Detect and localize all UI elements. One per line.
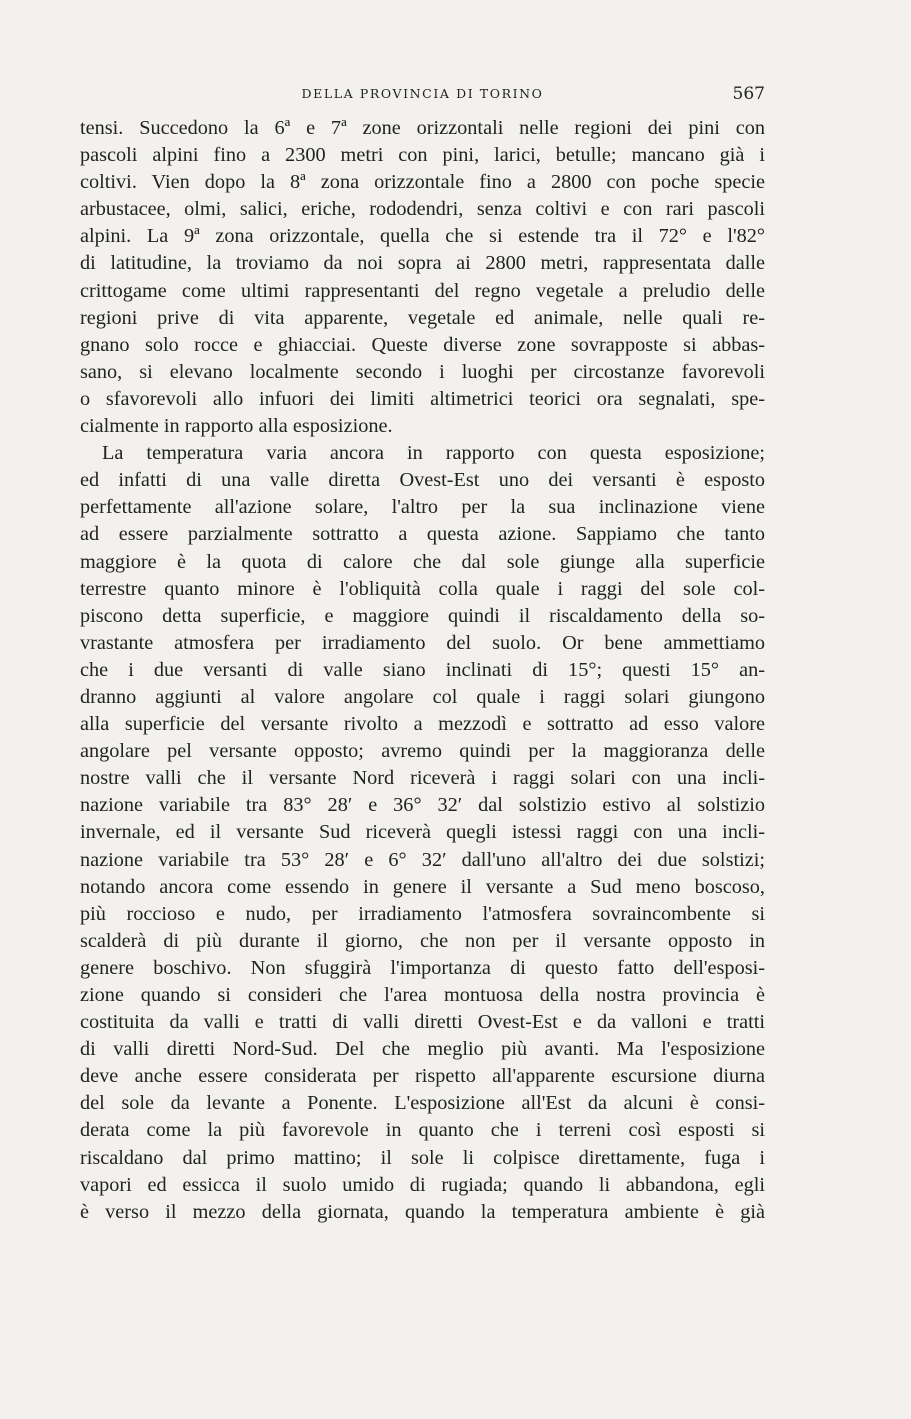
text-line: di latitudine, la troviamo da noi sopra ai 2800 metri, rappresentata dalle [80,252,765,275]
text-line: ad essere parzialmente sottratto a questa azione. Sappiamo che tanto [80,523,765,546]
text-line: nostre valli che il versante Nord riceverà i raggi solari con una incli- [80,767,765,790]
text-line: vrastante atmosfera per irradiamento del suolo. Or bene ammettiamo [80,631,765,654]
text-line: nazione variabile tra 53° 28′ e 6° 32′ dall'uno all'altro dei due solstizi; [80,848,765,871]
text-line: gnano solo rocce e ghiacciai. Queste diverse zone sovrapposte si abbas- [80,333,765,356]
text-line: La temperatura varia ancora in rapporto con questa esposizione; [102,442,765,465]
text-line: angolare pel versante opposto; avremo quindi per la maggioranza delle [80,740,765,763]
text-line: vapori ed essicca il suolo umido di rugiada; quando li abbandona, egli [80,1173,765,1196]
text-line: perfettamente all'azione solare, l'altro per la sua inclinazione viene [80,496,765,519]
text-line: zione quando si consideri che l'area montuosa della nostra provincia è [80,984,765,1006]
text-line: sano, si elevano localmente secondo i luoghi per circostanze favorevoli [80,360,765,383]
text-line: maggiore è la quota di calore che dal sole giunge alla superficie [80,550,765,573]
text-line: pascoli alpini fino a 2300 metri con pini, larici, betulle; mancano già i [80,144,765,167]
text-line: tensi. Succedono la 6ª e 7ª zone orizzontali nelle regioni dei pini con [80,117,765,139]
text-line: arbustacee, olmi, salici, eriche, rododendri, senza coltivi e con rari pascoli [80,198,765,221]
text-line: che i due versanti di valle siano inclinati di 15°; questi 15° an- [80,658,765,681]
text-line: regioni prive di vita apparente, vegetale ed animale, nelle quali re- [80,306,765,329]
text-line: dranno aggiunti al valore angolare col quale i raggi solari giungono [80,685,765,708]
text-line: invernale, ed il versante Sud riceverà quegli istessi raggi con una incli- [80,821,765,844]
text-line: ed infatti di una valle diretta Ovest-Est uno dei versanti è esposto [80,469,765,492]
page-header [80,86,765,108]
running-title: DELLA PROVINCIA DI TORINO [301,86,544,101]
text-line: riscaldano dal primo mattino; il sole li colpisce direttamente, fuga i [80,1146,765,1169]
text-line: è verso il mezzo della giornata, quando la temperatura ambiente è già [80,1200,765,1223]
text-line: del sole da levante a Ponente. L'esposizione all'Est da alcuni è consi- [80,1092,765,1115]
text-line: deve anche essere considerata per rispetto all'apparente escursione diurna [80,1065,765,1088]
text-line: piscono detta superficie, e maggiore quindi il riscaldamento della so- [80,604,765,627]
text-line: costituita da valli e tratti di valli diretti Ovest-Est e da valloni e tratti [80,1011,765,1034]
text-line: o sfavorevoli allo infuori dei limiti altimetrici teorici ora segnalati, spe- [80,387,765,410]
text-line: notando ancora come essendo in genere il versante a Sud meno boscoso, [80,875,765,898]
text-line: più roccioso e nudo, per irradiamento l'atmosfera sovraincombente si [80,902,765,925]
text-line: nazione variabile tra 83° 28′ e 36° 32′ dal solstizio estivo al solstizio [80,794,765,817]
text-line: crittogame come ultimi rappresentanti del regno vegetale a preludio delle [80,279,765,302]
text-line: coltivi. Vien dopo la 8ª zona orizzontale fino a 2800 con poche specie [80,171,765,194]
page-number: 567 [732,84,765,104]
text-line: scalderà di più durante il giorno, che non per il versante opposto in [80,929,765,952]
text-line: di valli diretti Nord-Sud. Del che meglio più avanti. Ma l'esposizione [80,1038,765,1061]
text-line: derata come la più favorevole in quanto che i terreni così esposti si [80,1119,765,1142]
body-text [80,115,765,1226]
text-line: alla superficie del versante rivolto a mezzodì e sottratto ad esso valore [80,713,765,736]
text-line: cialmente in rapporto alla esposizione. [80,415,393,438]
text-line: genere boschivo. Non sfuggirà l'importanza di questo fatto dell'esposi- [80,956,765,979]
text-line: terrestre quanto minore è l'obliquità colla quale i raggi del sole col- [80,577,765,600]
text-line: alpini. La 9ª zona orizzontale, quella che si estende tra il 72° e l'82° [80,225,765,248]
